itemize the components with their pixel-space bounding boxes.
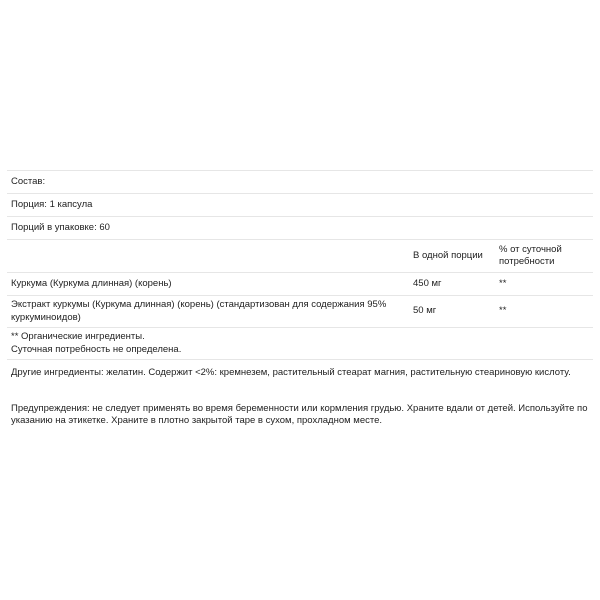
ingredient-name: Куркума (Куркума длинная) (корень): [7, 273, 409, 296]
footnote-organic: ** Органические ингредиенты.: [11, 331, 145, 343]
header-amount: В одной порции: [409, 240, 495, 273]
composition-label: Состав:: [7, 171, 593, 194]
warnings: Предупреждения: не следует применять во время беременности или кормления грудью. Храните вдали от детей. Используйте по указанию на этикетке. Храните в плотно закрытой таре в сухом, прохладном месте.: [11, 403, 588, 427]
table-header-row: [7, 240, 593, 273]
servings-per-container: Порций в упаковке: 60: [7, 217, 593, 240]
footnotes: [7, 328, 593, 360]
servings-per-container-row: [7, 217, 593, 240]
serving-size-row: [7, 194, 593, 217]
table-row: [7, 273, 593, 296]
other-ingredients: Другие ингредиенты: желатин. Содержит <2%: кремнезем, растительный стеарат магния, растительную стеариновую кислоту.: [11, 367, 571, 378]
header-empty-cell: [7, 240, 409, 273]
ingredient-name: Экстракт куркумы (Куркума длинная) (корень) (стандартизован для содержания 95% куркуминоидов): [7, 296, 409, 328]
composition-row: [7, 171, 593, 194]
ingredient-amount: 50 мг: [409, 296, 495, 328]
footnotes-row: [7, 328, 593, 360]
footnote-daily-value: Суточная потребность не определена.: [11, 343, 182, 355]
serving-size: Порция: 1 капсула: [7, 194, 593, 217]
supplement-facts-panel: [7, 170, 593, 360]
ingredient-daily-value: **: [495, 273, 593, 296]
ingredient-amount: 450 мг: [409, 273, 495, 296]
ingredient-daily-value: **: [495, 296, 593, 328]
table-row: [7, 296, 593, 328]
supplement-facts-table: [7, 170, 593, 360]
header-daily-value: % от суточной потребности: [495, 240, 593, 273]
